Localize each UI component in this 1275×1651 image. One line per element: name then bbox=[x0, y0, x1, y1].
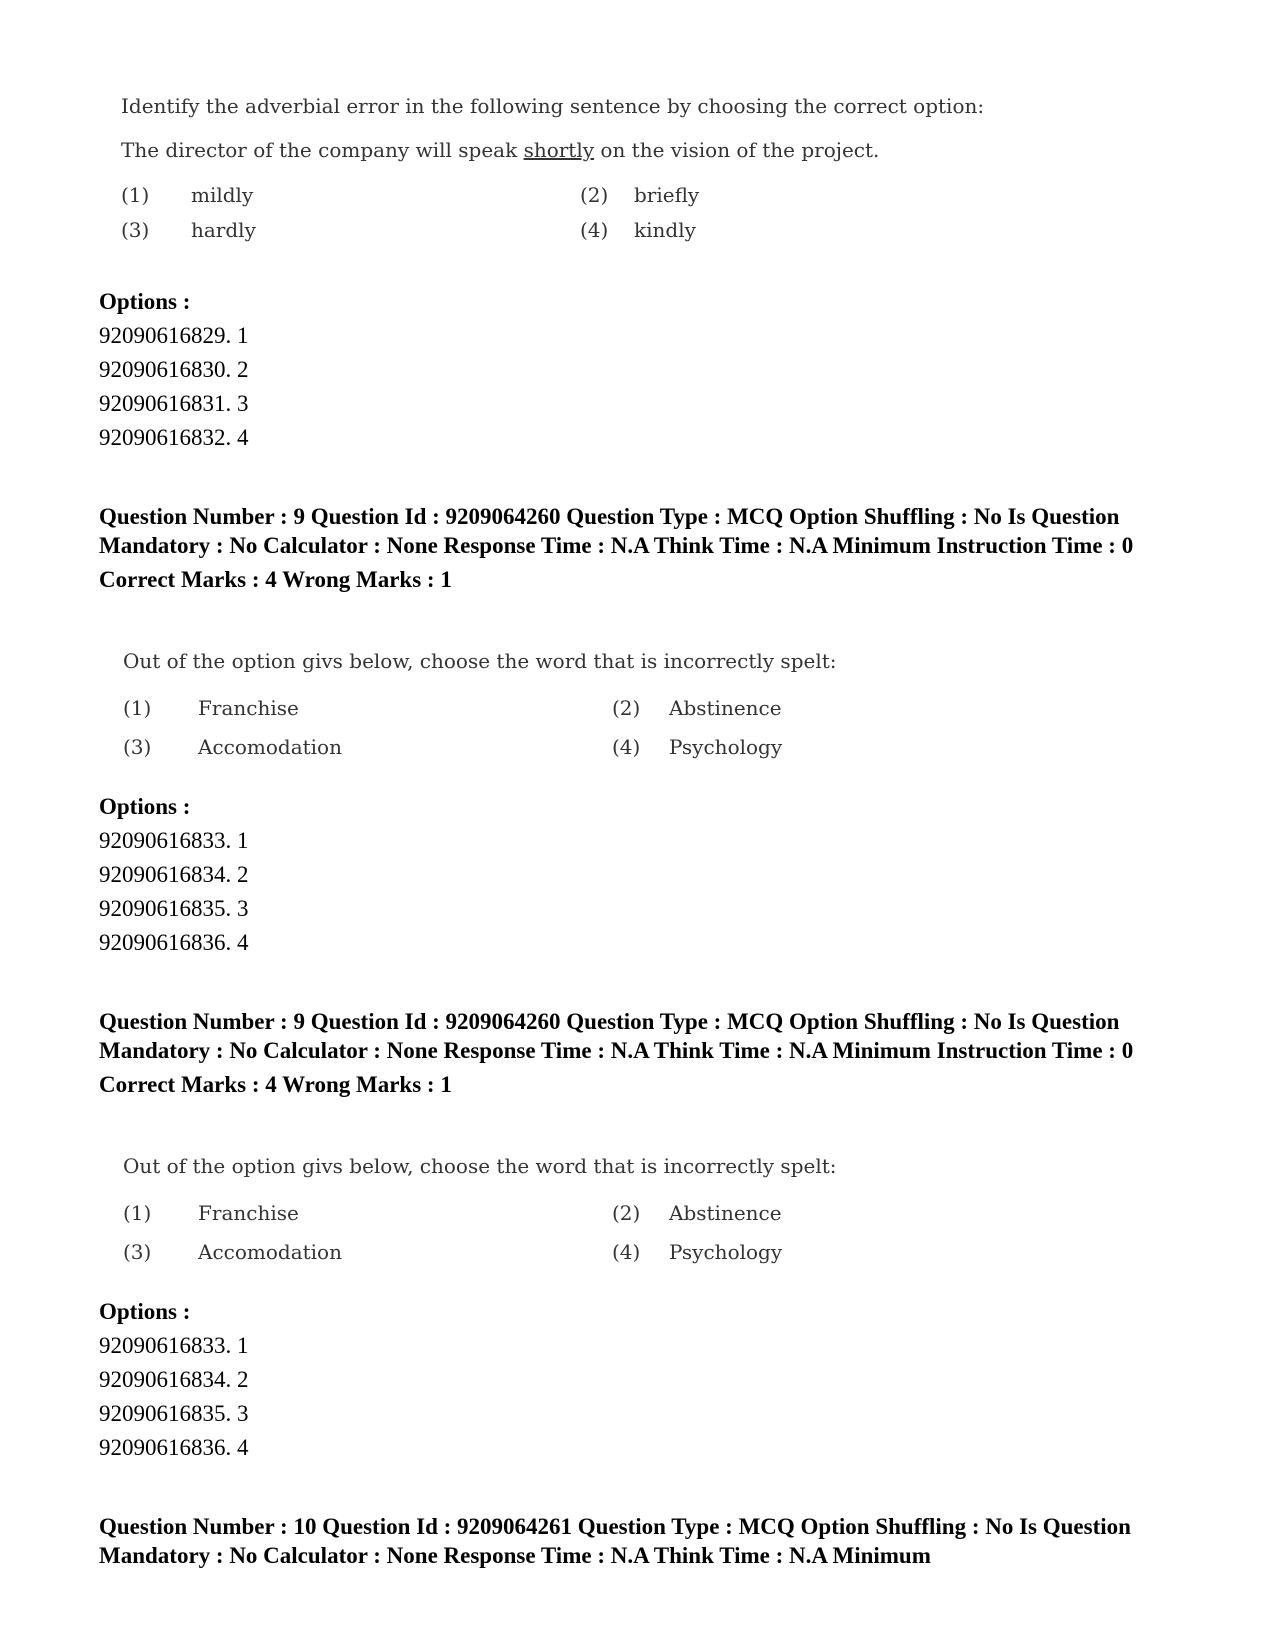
question-image-adverbial bbox=[0, 0, 1275, 260]
choice-number: (4) bbox=[612, 1240, 641, 1264]
choice-2 bbox=[612, 1201, 782, 1225]
option-row: 92090616834. 2 bbox=[99, 1367, 249, 1392]
choice-number: (3) bbox=[121, 218, 150, 242]
question-stem: Identify the adverbial error in the following sentence by choosing the correct option: bbox=[121, 94, 985, 118]
option-row: 92090616829. 1 bbox=[99, 323, 249, 348]
choice-4 bbox=[580, 218, 696, 242]
choice-3 bbox=[123, 1240, 342, 1264]
option-row: 92090616830. 2 bbox=[99, 357, 249, 382]
options-title: Options : bbox=[99, 794, 191, 819]
sentence-after: on the vision of the project. bbox=[594, 138, 880, 162]
choice-4 bbox=[612, 1240, 782, 1264]
choice-number: (4) bbox=[580, 218, 609, 242]
option-row: 92090616831. 3 bbox=[99, 391, 249, 416]
choice-3 bbox=[123, 735, 342, 759]
options-list bbox=[99, 285, 249, 455]
choice-text: kindly bbox=[634, 218, 696, 242]
choice-number: (4) bbox=[612, 735, 641, 759]
question-stem: Out of the option givs below, choose the word that is incorrectly spelt: bbox=[123, 1154, 837, 1178]
options-list bbox=[99, 790, 249, 960]
options-title: Options : bbox=[99, 289, 191, 314]
choice-number: (2) bbox=[612, 1201, 641, 1225]
question-stem: Out of the option givs below, choose the word that is incorrectly spelt: bbox=[123, 649, 837, 673]
choice-text: Psychology bbox=[669, 1240, 783, 1264]
option-row: 92090616835. 3 bbox=[99, 896, 249, 921]
choice-text: mildly bbox=[191, 183, 254, 207]
choice-2 bbox=[612, 696, 782, 720]
choice-text: Abstinence bbox=[669, 696, 782, 720]
question-meta: Question Number : 10 Question Id : 9209064261 Question Type : MCQ Option Shuffling : No Is Question Mandatory : No Calculator : None Response Time : N.A Think Time : N.A Minimum bbox=[99, 1514, 1131, 1568]
question-meta: Question Number : 9 Question Id : 9209064260 Question Type : MCQ Option Shuffling : No Is Question Mandatory : No Calculator : None Response Time : N.A Think Time : N.A Minimum Instruction Time : 0 bbox=[99, 504, 1134, 558]
question-image-spelling bbox=[0, 1145, 1275, 1275]
options-list bbox=[99, 1295, 249, 1465]
question-header bbox=[99, 503, 1189, 594]
option-row: 92090616833. 1 bbox=[99, 1333, 249, 1358]
choice-1 bbox=[121, 183, 253, 207]
sentence-underlined-word: shortly bbox=[523, 138, 595, 162]
question-sentence bbox=[121, 138, 879, 162]
question-header bbox=[99, 1513, 1189, 1570]
option-row: 92090616833. 1 bbox=[99, 828, 249, 853]
option-row: 92090616834. 2 bbox=[99, 862, 249, 887]
choice-number: (2) bbox=[580, 183, 609, 207]
choice-text: Accomodation bbox=[198, 1240, 342, 1264]
choice-2 bbox=[580, 183, 699, 207]
option-row: 92090616835. 3 bbox=[99, 1401, 249, 1426]
choice-number: (3) bbox=[123, 1240, 152, 1264]
choice-number: (1) bbox=[121, 183, 150, 207]
option-row: 92090616836. 4 bbox=[99, 930, 249, 955]
choice-text: Franchise bbox=[198, 1201, 299, 1225]
choice-number: (2) bbox=[612, 696, 641, 720]
choice-4 bbox=[612, 735, 782, 759]
options-title: Options : bbox=[99, 1299, 191, 1324]
question-marks: Correct Marks : 4 Wrong Marks : 1 bbox=[99, 567, 452, 592]
option-row: 92090616836. 4 bbox=[99, 1435, 249, 1460]
choice-3 bbox=[121, 218, 256, 242]
choice-text: hardly bbox=[191, 218, 256, 242]
question-meta: Question Number : 9 Question Id : 9209064260 Question Type : MCQ Option Shuffling : No Is Question Mandatory : No Calculator : None Response Time : N.A Think Time : N.A Minimum Instruction Time : 0 bbox=[99, 1009, 1134, 1063]
choice-1 bbox=[123, 1201, 299, 1225]
choice-number: (1) bbox=[123, 1201, 152, 1225]
choice-text: briefly bbox=[634, 183, 700, 207]
choice-text: Abstinence bbox=[669, 1201, 782, 1225]
choice-1 bbox=[123, 696, 299, 720]
option-row: 92090616832. 4 bbox=[99, 425, 249, 450]
choice-text: Accomodation bbox=[198, 735, 342, 759]
sentence-before: The director of the company will speak bbox=[121, 138, 524, 162]
choice-number: (1) bbox=[123, 696, 152, 720]
choice-number: (3) bbox=[123, 735, 152, 759]
choice-text: Franchise bbox=[198, 696, 299, 720]
question-marks: Correct Marks : 4 Wrong Marks : 1 bbox=[99, 1072, 452, 1097]
choice-text: Psychology bbox=[669, 735, 783, 759]
question-header bbox=[99, 1008, 1189, 1099]
question-image-spelling bbox=[0, 640, 1275, 770]
